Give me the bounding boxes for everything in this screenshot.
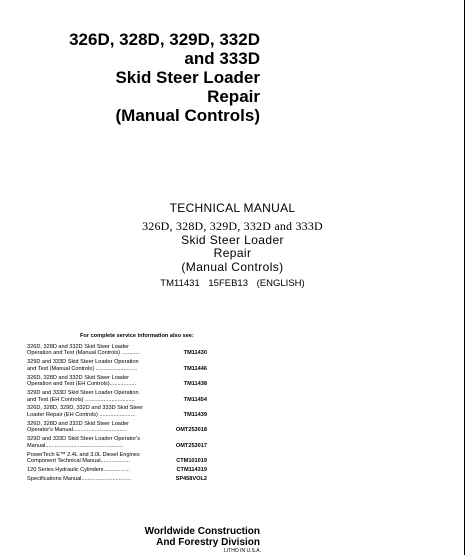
reference-title-line: and Test (Manual Controls) ........................... — [27, 365, 138, 372]
reference-title-line: 326D, 328D and 332D Skid Steer Loader — [27, 420, 129, 427]
reference-title-line: 326D, 328D and 332D Skid Steer Loader — [27, 374, 129, 381]
reference-title-line: Operator's Manual................................... — [27, 427, 128, 434]
litho-note: LITHO IN U.S.A. — [224, 548, 261, 554]
reference-title — [27, 359, 167, 372]
reference-code: OMT253018 — [175, 427, 207, 434]
cover-title-line: Repair — [207, 87, 260, 106]
reference-title-line: 329D and 333D Skid Steer Loader Operator's — [27, 436, 141, 443]
reference-title — [27, 452, 167, 465]
reference-title — [27, 405, 167, 418]
subtitle-line: Repair — [213, 246, 252, 260]
reference-title — [27, 375, 167, 388]
division-line: Worldwide Construction — [144, 526, 260, 537]
reference-title-line: and Test (EH Controls) ................................ — [27, 396, 135, 403]
reference-title-line: Operation and Test (EH Controls)................. — [27, 381, 137, 388]
reference-row — [27, 421, 207, 434]
reference-row — [27, 476, 207, 483]
reference-row — [27, 436, 207, 449]
reference-code: TM11438 — [183, 381, 207, 388]
cover-title-line: (Manual Controls) — [115, 106, 260, 125]
reference-title-line: 120 Series Hydraulic Cylinders................. — [27, 466, 130, 473]
reference-code: CTM101019 — [176, 458, 207, 465]
reference-row — [27, 390, 207, 403]
reference-title-line: 326D, 328D and 332D Skid Steer Loader — [27, 343, 129, 350]
reference-title — [27, 476, 167, 483]
reference-code: TM11439 — [183, 412, 207, 419]
reference-title-line: Manual.................................................. — [27, 442, 124, 449]
reference-title-line: Component Technical Manual................... — [27, 458, 131, 465]
reference-title — [27, 436, 167, 449]
reference-title-line: PowerTech E™ 2.4L and 3.0L Diesel Engines — [27, 451, 140, 458]
cover-title-line: Skid Steer Loader — [115, 68, 260, 87]
reference-code: CTM114319 — [176, 466, 207, 473]
reference-title-line: Specifications Manual................................ — [27, 475, 132, 482]
subtitle-line: (Manual Controls) — [181, 259, 284, 274]
reference-code: TM11454 — [183, 396, 207, 403]
manual-subtitle — [0, 220, 465, 274]
subtitle-line: Skid Steer Loader — [181, 232, 284, 247]
reference-row — [27, 344, 207, 357]
reference-row — [27, 405, 207, 418]
reference-title-line: Loader Repair (EH Controls) ....................... — [27, 412, 136, 419]
cover-title-line: 326D, 328D, 329D, 332D — [69, 30, 260, 49]
reference-code: TM11430 — [183, 350, 207, 357]
reference-row — [27, 452, 207, 465]
cover-title — [69, 30, 260, 125]
division-footer — [145, 526, 260, 548]
reference-heading: For complete service information also see: — [80, 333, 194, 339]
reference-title-line: 329D and 333D Skid Steer Loader Operation — [27, 359, 139, 366]
reference-title — [27, 421, 167, 434]
cover-title-line: and 333D — [184, 49, 260, 68]
reference-code: OMT253017 — [175, 442, 207, 449]
division-line: And Forestry Division — [156, 537, 260, 548]
reference-row — [27, 375, 207, 388]
reference-title — [27, 344, 167, 357]
reference-title — [27, 390, 167, 403]
manual-language: (ENGLISH) — [256, 278, 305, 289]
manual-number: TM11431 — [160, 278, 200, 289]
manual-id-line — [0, 278, 465, 289]
manual-heading: TECHNICAL MANUAL — [169, 201, 296, 215]
reference-title — [27, 467, 167, 474]
reference-code: SP458VOL2 — [175, 475, 207, 482]
reference-row — [27, 467, 207, 474]
subtitle-models: 326D, 328D, 329D, 332D and 333D — [142, 219, 323, 233]
reference-title-line: 329D and 333D Skid Steer Loader Operation — [27, 389, 139, 396]
manual-date: 15FEB13 — [208, 278, 248, 289]
reference-title-line: Operation and Test (Manual Controls) ............ — [27, 350, 141, 357]
reference-list — [27, 333, 207, 484]
reference-code: TM11446 — [183, 365, 207, 372]
reference-row — [27, 359, 207, 372]
reference-title-line: 326D, 328D, 329D, 332D and 333D Skid Steer — [27, 405, 143, 412]
